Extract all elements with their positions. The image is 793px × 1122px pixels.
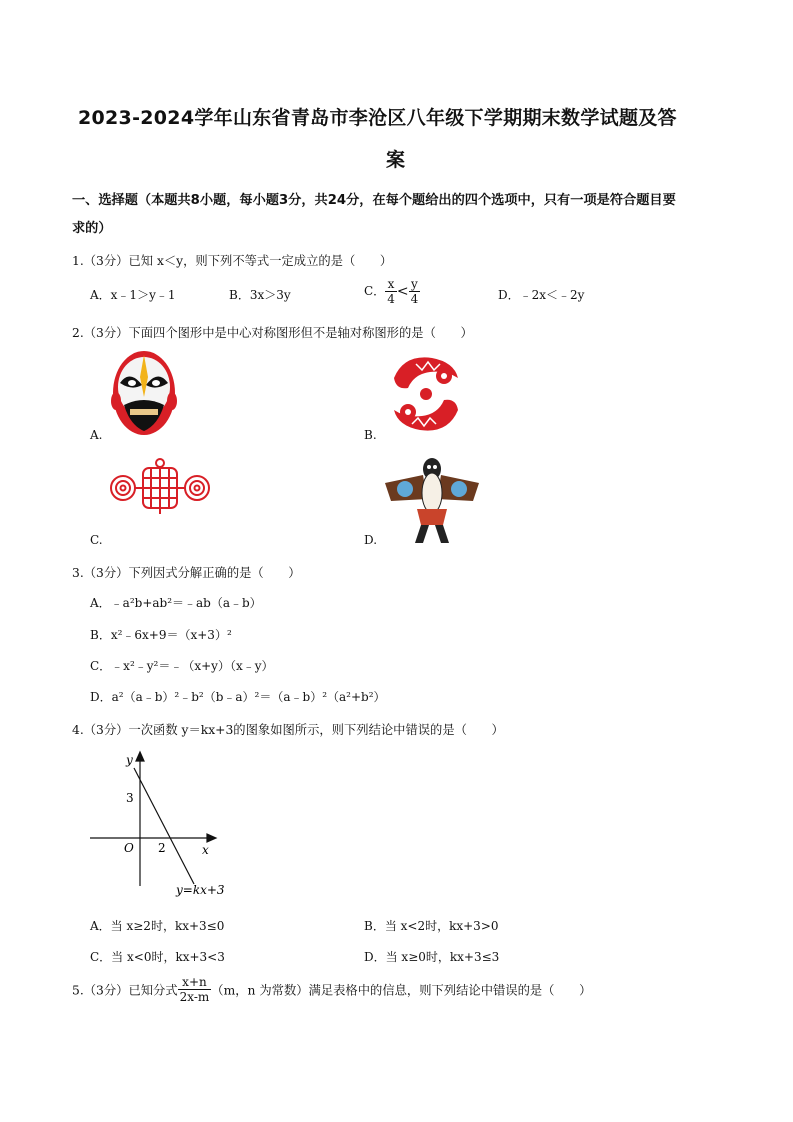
q4-option-b: B．当 x<2时，kx+3>0 <box>364 919 499 933</box>
opera-mask-image <box>108 347 180 439</box>
q1-option-c-prefix: C． <box>364 284 386 298</box>
question-1-stem: 1.（3分）已知 x＜y，则下列不等式一定成立的是（ ） <box>72 254 393 268</box>
linear-function-graph <box>86 744 236 900</box>
q4-option-a: A．当 x≥2时，kx+3≤0 <box>90 919 225 933</box>
fraction-x-over-4 <box>385 277 397 306</box>
section-heading: 一、选择题（本题共8小题，每小题3分，共24分，在每个题给出的四个选项中，只有一项是符合题目要 <box>72 193 676 208</box>
q5-stem-suffix: （m，n 为常数）满足表格中的信息，则下列结论中错误的是（ ） <box>211 983 592 998</box>
fraction-denominator: 4 <box>387 292 395 306</box>
less-than-sign: < <box>396 283 409 300</box>
q5-stem-prefix: 5.（3分）已知分式 <box>72 983 178 998</box>
section-heading-cont: 求的） <box>72 221 112 236</box>
question-2-stem: 2.（3分）下面四个图形中是中心对称图形但不是轴对称图形的是（ ） <box>72 326 473 340</box>
q4-option-d: D．当 x≥0时，kx+3≤3 <box>364 950 500 964</box>
question-5-stem <box>72 975 591 1004</box>
page-title-line2: 案 <box>386 149 406 171</box>
fraction-numerator: y <box>409 277 421 292</box>
q2-option-b: B. <box>364 428 377 442</box>
fraction-expression <box>178 975 212 1004</box>
origin-label: O <box>124 841 134 855</box>
chinese-knot-image <box>107 458 213 516</box>
q2-option-c: C. <box>90 533 103 547</box>
q2-option-d: D. <box>364 533 378 547</box>
swallow-kite-image <box>383 455 481 545</box>
fraction-denominator: 2x-m <box>179 990 210 1004</box>
fraction-numerator: x <box>385 277 397 292</box>
y-intercept-label: 3 <box>126 791 134 805</box>
q3-option-c: C．﹣x²﹣y²＝﹣（x+y）（x﹣y） <box>90 659 274 673</box>
q4-option-c: C．当 x<0时，kx+3<3 <box>90 950 225 964</box>
y-axis-arrow-icon <box>136 752 144 761</box>
q3-option-a: A．﹣a²b+ab²＝﹣ab（a﹣b） <box>90 596 262 610</box>
fraction-y-over-4 <box>409 277 421 306</box>
q1-option-b: B．3x＞3y <box>229 288 291 302</box>
fish-papercut-image <box>386 348 466 440</box>
question-4-stem: 4.（3分）一次函数 y＝kx+3的图象如图所示，则下列结论中错误的是（ ） <box>72 723 504 737</box>
x-axis-label: x <box>202 843 209 857</box>
question-3-stem: 3.（3分）下列因式分解正确的是（ ） <box>72 566 301 580</box>
x-intercept-label: 2 <box>158 841 166 855</box>
function-line <box>134 768 194 884</box>
fraction-denominator: 4 <box>410 292 419 306</box>
q2-option-a: A. <box>90 428 103 442</box>
y-axis-label: y <box>126 753 133 767</box>
q3-option-d: D．a²（a﹣b）²﹣b²（b﹣a）²＝（a﹣b）²（a²+b²） <box>90 690 386 704</box>
line-equation-label: y=kx+3 <box>176 883 225 897</box>
q1-option-d: D．﹣2x＜﹣2y <box>498 288 585 302</box>
x-axis-arrow-icon <box>207 834 216 842</box>
q1-option-c <box>364 277 420 306</box>
q3-option-b: B．x²﹣6x+9＝（x+3）² <box>90 628 232 642</box>
q1-option-a: A．x﹣1＞y﹣1 <box>90 288 176 302</box>
page-title-line1: 2023-2024学年山东省青岛市李沧区八年级下学期期末数学试题及答 <box>78 107 677 129</box>
fraction-numerator: x+n <box>178 975 212 990</box>
